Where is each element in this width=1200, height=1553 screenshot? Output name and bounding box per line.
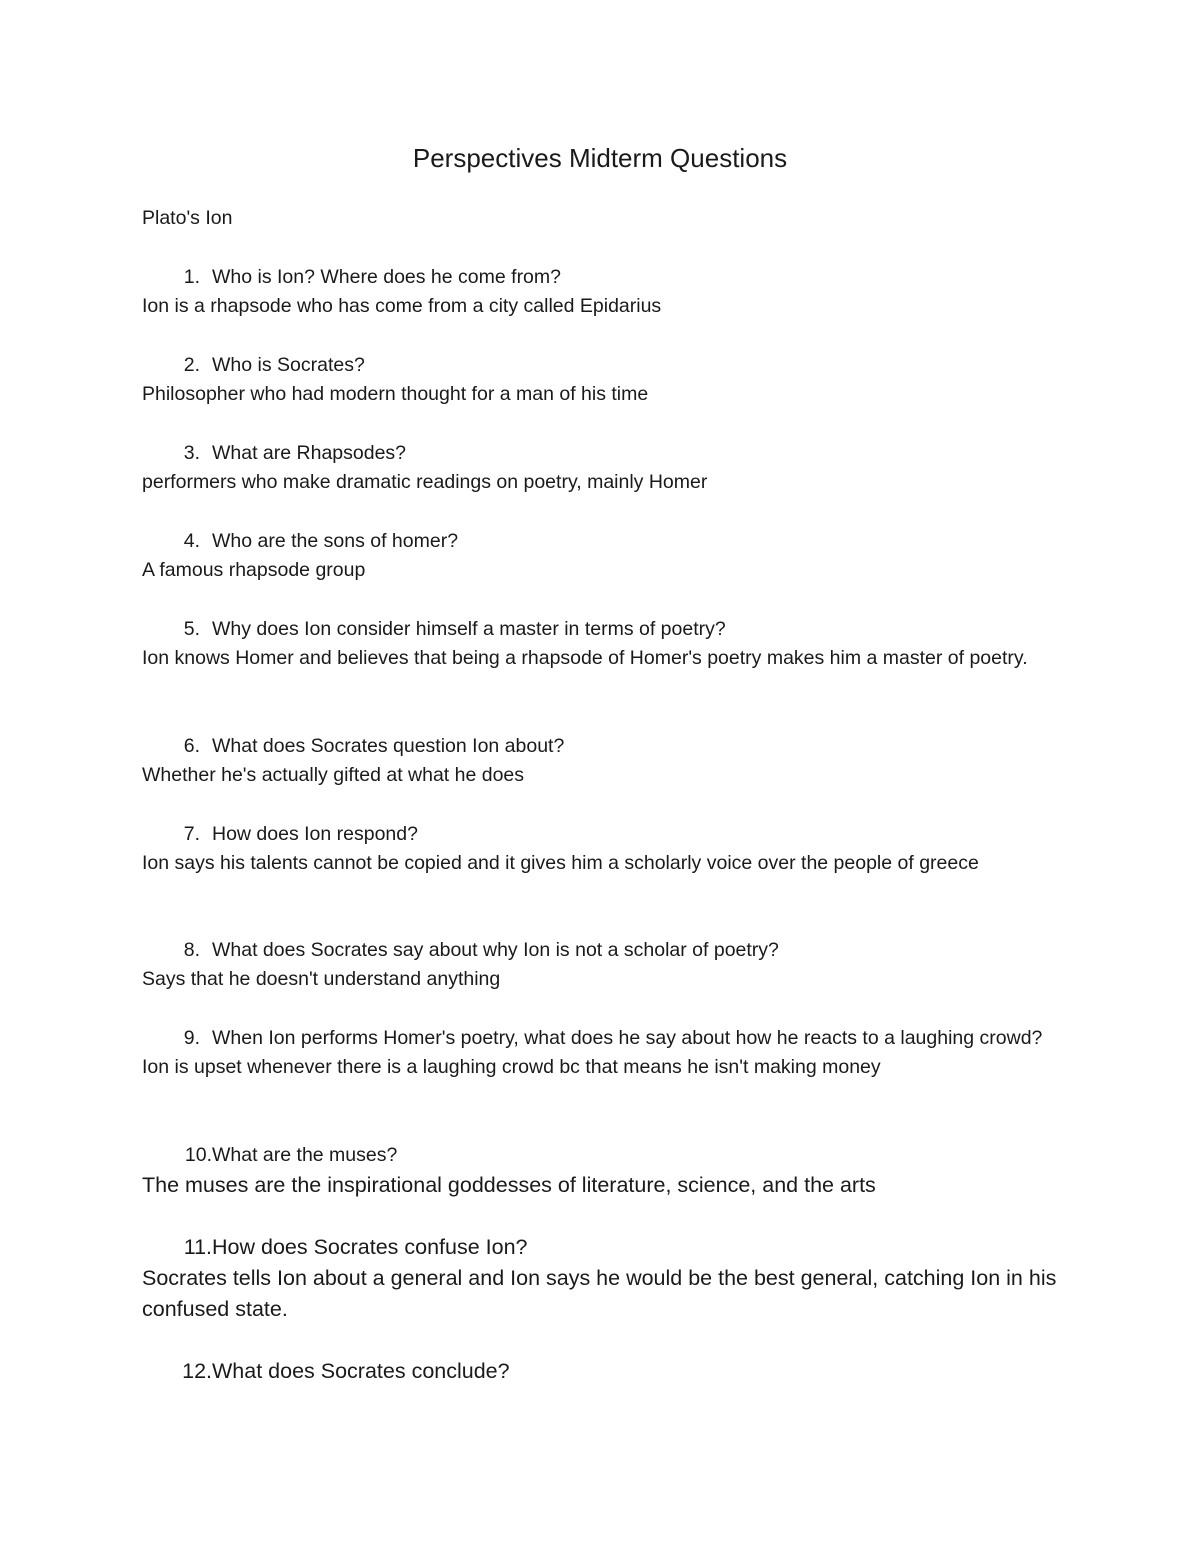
question-number: 11.: [183, 1235, 212, 1259]
question: [142, 1356, 1072, 1387]
question: [142, 439, 1072, 468]
qa-item-9: [142, 1024, 1072, 1082]
qa-item-10: [142, 1141, 1072, 1201]
answer-text: Ion is a rhapsode who has come from a city called Epidarius: [142, 295, 662, 317]
answer-text: Philosopher who had modern thought for a man of his time: [142, 383, 649, 405]
qa-item-1: [142, 263, 1072, 321]
question: [142, 1024, 1072, 1053]
question: [142, 263, 1072, 292]
question-number: 4.: [183, 530, 200, 552]
question-text: What does Socrates conclude?: [212, 1359, 510, 1383]
question: [142, 820, 1072, 849]
document-title: Perspectives Midterm Questions: [412, 143, 788, 173]
qa-item-2: [142, 351, 1072, 409]
answer-text: A famous rhapsode group: [142, 559, 366, 581]
question-text: What are the muses?: [212, 1144, 398, 1166]
question-text: Why does Ion consider himself a master in terms of poetry?: [212, 618, 726, 640]
question-number: 9.: [183, 1027, 200, 1049]
question-text: When Ion performs Homer's poetry, what does he say about how he reacts to a laughing crowd?: [212, 1027, 1043, 1049]
question-text: What does Socrates question Ion about?: [212, 735, 565, 757]
question-number: 10.: [184, 1144, 212, 1166]
question-text: How does Ion respond?: [212, 823, 418, 845]
question-number: 5.: [183, 618, 200, 640]
answer-text: The muses are the inspirational goddesses of literature, science, and the arts: [142, 1173, 876, 1197]
question: [142, 732, 1072, 761]
question-text: What are Rhapsodes?: [212, 442, 407, 464]
qa-item-5: [142, 615, 1072, 673]
answer-text: Ion knows Homer and believes that being a rhapsode of Homer's poetry makes him a master of poetry.: [142, 647, 1028, 669]
question-number: 8.: [183, 939, 200, 961]
question-text: What does Socrates say about why Ion is not a scholar of poetry?: [212, 939, 779, 961]
answer-text: Whether he's actually gifted at what he does: [142, 764, 525, 786]
qa-item-7: [142, 820, 1072, 878]
answer-text: Socrates tells Ion about a general and Ion says he would be the best general, catching Ion in his confused state.: [142, 1266, 1057, 1321]
question-number: 7.: [183, 823, 200, 845]
question: [142, 1232, 1072, 1263]
question-text: How does Socrates confuse Ion?: [212, 1235, 528, 1259]
qa-item-8: [142, 936, 1072, 994]
answer-text: Says that he doesn't understand anything: [142, 968, 501, 990]
qa-item-3: [142, 439, 1072, 497]
question: [142, 527, 1072, 556]
answer-text: Ion says his talents cannot be copied and it gives him a scholarly voice over the people of greece: [142, 852, 979, 874]
section-heading: Plato's Ion: [142, 207, 233, 229]
question: [142, 351, 1072, 380]
qa-item-11: [142, 1232, 1072, 1325]
question-number: 3.: [183, 442, 200, 464]
question-number: 1.: [183, 266, 200, 288]
qa-item-12: [142, 1356, 1072, 1387]
question-text: Who is Ion? Where does he come from?: [212, 266, 561, 288]
question: [142, 1141, 1072, 1170]
qa-item-6: [142, 732, 1072, 790]
answer-text: performers who make dramatic readings on poetry, mainly Homer: [142, 471, 708, 493]
question-text: Who is Socrates?: [212, 354, 365, 376]
question-number: 6.: [183, 735, 200, 757]
question-number: 12.: [182, 1359, 212, 1383]
qa-item-4: [142, 527, 1072, 585]
question-text: Who are the sons of homer?: [212, 530, 459, 552]
question: [142, 615, 1072, 644]
question: [142, 936, 1072, 965]
question-number: 2.: [183, 354, 200, 376]
answer-text: Ion is upset whenever there is a laughing crowd bc that means he isn't making money: [142, 1056, 881, 1078]
